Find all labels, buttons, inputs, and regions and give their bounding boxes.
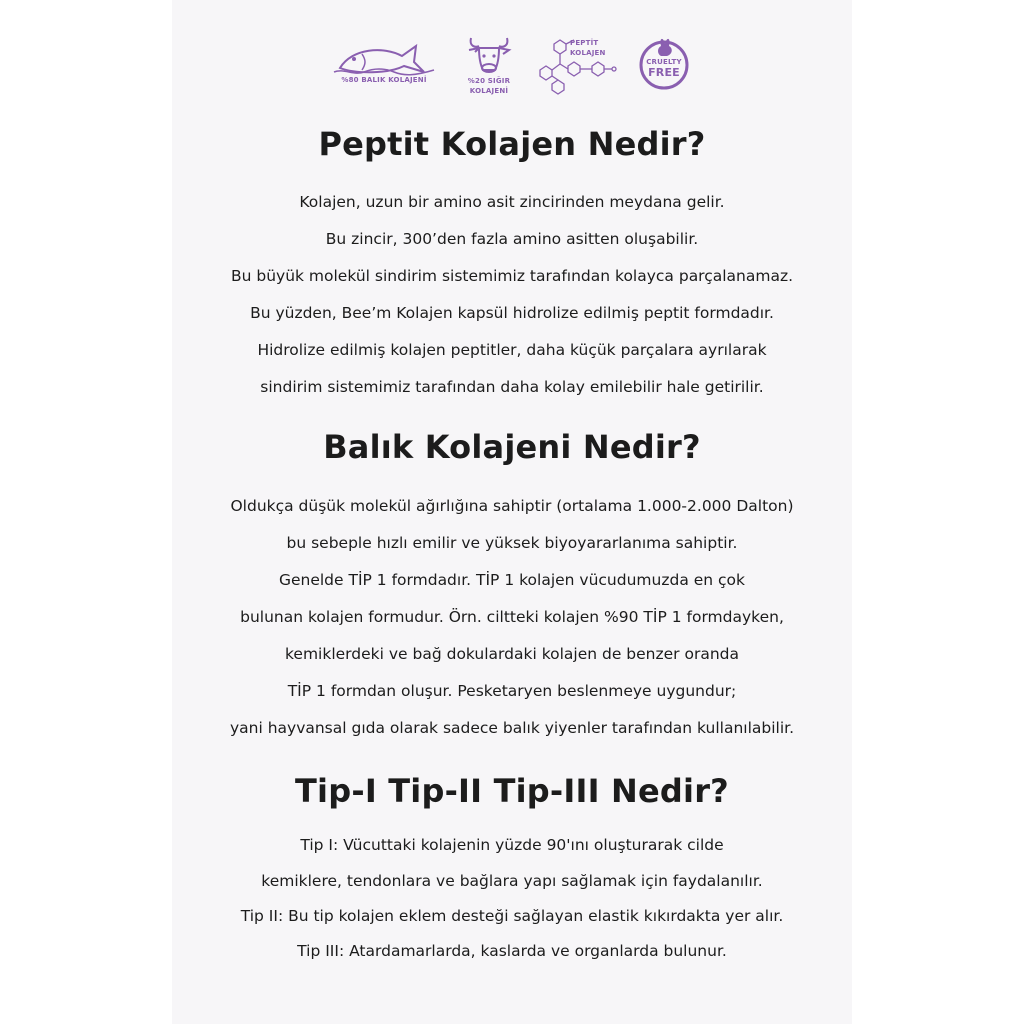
feature-icons xyxy=(172,30,852,110)
cow-icon xyxy=(465,32,513,76)
balik-line: TİP 1 formdan oluşur. Pesketaryen beslenmeye uygundur; xyxy=(287,682,737,700)
cruelty-label-line1: CRUELTY xyxy=(646,58,682,66)
tip-line: Tip II: Bu tip kolajen eklem desteği sağlayan elastik kıkırdakta yer alır. xyxy=(240,907,784,925)
peptit-line: Kolajen, uzun bir amino asit zincirinden meydana gelir. xyxy=(299,193,725,211)
info-panel xyxy=(172,0,852,1024)
fish-icon xyxy=(332,42,436,76)
balik-line: kemiklerdeki ve bağ dokulardaki kolajen de benzer oranda xyxy=(285,645,739,663)
heading-peptit: Peptit Kolajen Nedir? xyxy=(318,125,706,163)
peptit-line: Bu büyük molekül sindirim sistemimiz tarafından kolayca parçalanamaz. xyxy=(230,267,794,285)
peptide-label-line2: KOLAJEN xyxy=(570,49,606,57)
heading-balik: Balık Kolajeni Nedir? xyxy=(323,428,701,466)
cow-label-line1: %20 SIĞIR xyxy=(467,77,511,85)
peptit-line: Bu zincir, 300’den fazla amino asitten oluşabilir. xyxy=(325,230,699,248)
peptit-line: Bu yüzden, Bee’m Kolajen kapsül hidrolize edilmiş peptit formdadır. xyxy=(250,304,774,322)
tip-line: kemiklere, tendonlara ve bağlara yapı sağlamak için faydalanılır. xyxy=(261,872,763,890)
balik-line: bulunan kolajen formudur. Örn. ciltteki kolajen %90 TİP 1 formdayken, xyxy=(240,608,784,626)
peptide-label-line1: PEPTİT xyxy=(570,39,599,47)
tip-line: Tip III: Atardamarlarda, kaslarda ve organlarda bulunur. xyxy=(297,942,727,960)
peptit-line: sindirim sistemimiz tarafından daha kolay emilebilir hale getirilir. xyxy=(260,378,764,396)
balik-line: Oldukça düşük molekül ağırlığına sahiptir (ortalama 1.000-2.000 Dalton) xyxy=(230,497,794,515)
tip-line: Tip I: Vücuttaki kolajenin yüzde 90'ını oluşturarak cilde xyxy=(300,836,724,854)
cow-label-line2: KOLAJENİ xyxy=(469,87,509,95)
balik-line: Genelde TİP 1 formdadır. TİP 1 kolajen vücudumuzda en çok xyxy=(278,571,746,589)
balik-line: bu sebeple hızlı emilir ve yüksek biyoyararlanıma sahiptir. xyxy=(286,534,738,552)
cruelty-label-line2: FREE xyxy=(648,66,680,79)
peptit-line: Hidrolize edilmiş kolajen peptitler, daha küçük parçalara ayrılarak xyxy=(257,341,767,359)
fish-label: %80 BALIK KOLAJENİ xyxy=(341,76,427,84)
balik-line: yani hayvansal gıda olarak sadece balık yiyenler tarafından kullanılabilir. xyxy=(229,719,795,737)
heading-tip: Tip-I Tip-II Tip-III Nedir? xyxy=(295,772,729,810)
